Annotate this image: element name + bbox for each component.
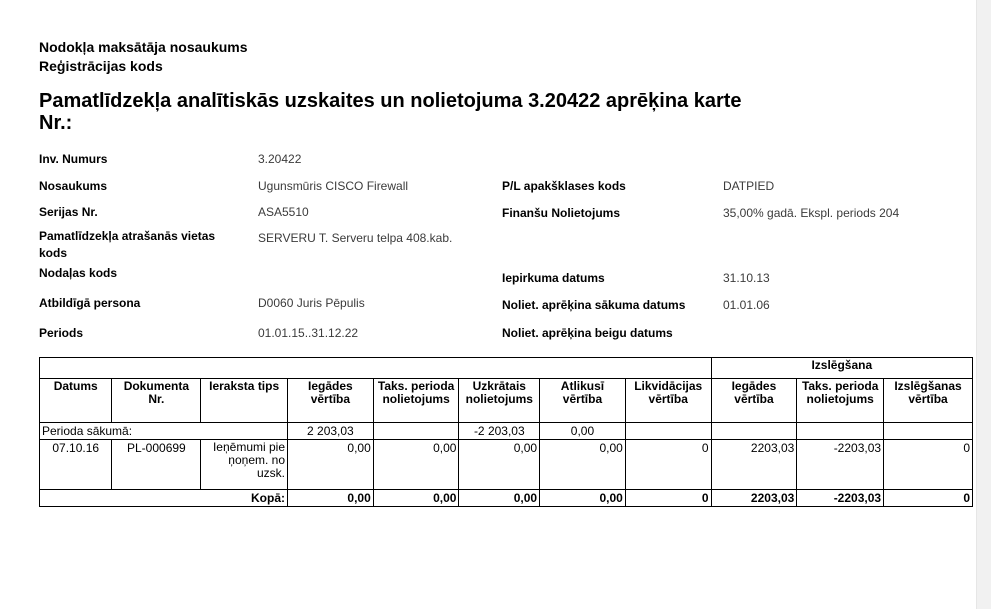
total-exclusion-value: 0 [884,490,973,507]
period-value: 01.01.15..31.12.22 [258,326,359,340]
col-excl-period-depreciation: Taks. perioda nolietojums [797,379,884,423]
col-date: Datums [40,379,112,423]
row-acq: 0,00 [288,440,374,490]
row-doc-number: PL-000699 [112,440,201,490]
financial-depreciation-value: 35,00% gadā. Ekspl. periods 204 [723,206,900,220]
financial-depreciation-label: Finanšu Nolietojums [502,206,621,220]
responsible-person-value: D0060 Juris Pēpulis [258,296,365,310]
dep-end-label: Noliet. aprēķina beigu datums [502,326,673,340]
col-excl-acquisition-value: Iegādes vērtība [711,379,797,423]
row-accum: 0,00 [459,440,540,490]
table-row [40,440,973,490]
col-liquidation-value: Likvidācijas vērtība [625,379,711,423]
dep-start-value: 01.01.06 [723,298,770,312]
name-label: Nosaukums [39,179,108,193]
empty-cell [711,423,797,440]
inv-number-label: Inv. Numurs [39,152,108,166]
card-title: Pamatlīdzekļa analītiskās uzskaites un nolietojuma 3.20422 aprēķina karte Nr.: [39,90,742,134]
total-liquidation: 0 [625,490,711,507]
row-residual: 0,00 [540,440,626,490]
exclusion-group-header: Izslēgšana [711,358,972,379]
group-header-row [40,358,973,379]
row-excl-period-dep: -2203,03 [797,440,884,490]
empty-cell [373,423,459,440]
row-exclusion-value: 0 [884,440,973,490]
col-entry-type: Ieraksta tips [201,379,288,423]
period-start-label: Perioda sākumā: [40,423,288,440]
empty-cell [884,423,973,440]
row-period-dep: 0,00 [373,440,459,490]
empty-cell [625,423,711,440]
row-date: 07.10.16 [40,440,112,490]
serial-label: Serijas Nr. [39,205,98,219]
col-exclusion-value: Izslēgšanas vērtība [884,379,973,423]
period-label: Periods [39,326,84,340]
total-label: Kopā: [40,490,288,507]
total-period-dep: 0,00 [373,490,459,507]
period-start-residual: 0,00 [540,423,626,440]
total-row [40,490,973,507]
purchase-date-label: Iepirkuma datums [502,271,605,285]
col-doc-number: Dokumenta Nr. [112,379,201,423]
column-header-row [40,379,973,423]
location-label: Pamatlīdzekļa atrašanās vietas kods [39,229,216,260]
total-excl-acq: 2203,03 [711,490,797,507]
row-entry-type: Ieņēmumi pie ņoņem. no uzsk. [201,440,288,490]
name-value: Ugunsmūris CISCO Firewall [258,179,409,193]
col-residual-value: Atlikusī vērtība [540,379,626,423]
period-start-row [40,423,973,440]
col-accumulated-depreciation: Uzkrātais nolietojums [459,379,540,423]
period-start-accum: -2 203,03 [459,423,540,440]
registration-code-label: Reģistrācijas kods [39,58,163,74]
pl-class-value: DATPIED [723,179,775,193]
purchase-date-value: 31.10.13 [723,271,770,285]
depreciation-table [39,357,973,507]
department-label: Nodaļas kods [39,266,118,280]
vertical-scrollbar[interactable] [976,0,991,609]
total-excl-period-dep: -2203,03 [797,490,884,507]
total-accum: 0,00 [459,490,540,507]
period-start-acq: 2 203,03 [288,423,374,440]
group-header-spacer [40,358,712,379]
row-liquidation: 0 [625,440,711,490]
inv-number-value: 3.20422 [258,152,302,166]
responsible-person-label: Atbildīgā persona [39,296,141,310]
total-residual: 0,00 [540,490,626,507]
dep-start-label: Noliet. aprēķina sākuma datums [502,298,686,312]
serial-value: ASA5510 [258,205,309,219]
taxpayer-name-label: Nodokļa maksātāja nosaukums [39,39,248,55]
total-acq: 0,00 [288,490,374,507]
col-acquisition-value: Iegādes vērtība [288,379,374,423]
row-excl-acq: 2203,03 [711,440,797,490]
pl-class-label: P/L apakšklases kods [502,179,626,193]
location-value: SERVERU T. Serveru telpa 408.kab. [258,231,453,245]
col-period-depreciation: Taks. perioda nolietojums [373,379,459,423]
empty-cell [797,423,884,440]
